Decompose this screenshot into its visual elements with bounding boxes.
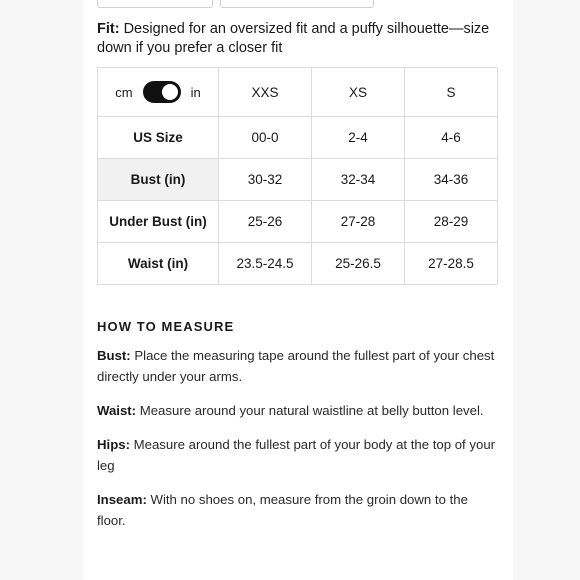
table-cell: 28-29	[405, 201, 498, 243]
size-guide-panel	[83, 0, 513, 580]
row-label-waist: Waist (in)	[98, 243, 219, 285]
measure-term: Inseam:	[97, 492, 147, 507]
table-cell: 23.5-24.5	[219, 243, 312, 285]
table-cell: 2-4	[312, 117, 405, 159]
how-to-measure-heading: HOW TO MEASURE	[97, 319, 235, 334]
measure-waist	[97, 400, 497, 421]
measure-text: Measure around your natural waistline at belly button level.	[136, 403, 484, 418]
measure-text: Place the measuring tape around the fullest part of your chest directly under your arms.	[97, 348, 495, 384]
unit-in-label[interactable]: in	[190, 84, 201, 100]
measure-text: With no shoes on, measure from the groin down to the floor.	[97, 492, 468, 528]
fit-text: Designed for an oversized fit and a puffy silhouette—size down if you prefer a closer fit	[97, 21, 490, 56]
measure-term: Hips:	[97, 437, 130, 452]
table-cell: 00-0	[219, 117, 312, 159]
size-column-xs: XS	[312, 68, 405, 117]
unit-switch-knob	[162, 84, 178, 100]
row-label-bust: Bust (in)	[98, 159, 219, 201]
measure-term: Waist:	[97, 403, 137, 418]
table-cell: 30-32	[219, 159, 312, 201]
table-cell: 34-36	[405, 159, 498, 201]
unit-switch[interactable]	[143, 81, 181, 103]
table-row	[98, 159, 498, 201]
size-column-s: S	[405, 68, 498, 117]
table-cell: 4-6	[405, 117, 498, 159]
measure-term: Bust:	[97, 348, 131, 363]
row-label-under-bust: Under Bust (in)	[98, 201, 219, 243]
table-cell: 25-26.5	[312, 243, 405, 285]
fit-label: Fit:	[97, 21, 120, 37]
table-cell: 27-28.5	[405, 243, 498, 285]
size-header-row	[98, 68, 498, 117]
how-to-measure-section	[97, 318, 497, 544]
size-column-xxs: XXS	[219, 68, 312, 117]
fit-description	[97, 20, 497, 58]
unit-cm-label[interactable]: cm	[115, 84, 133, 100]
measure-bust	[97, 345, 497, 387]
unit-toggle-cell	[98, 68, 219, 117]
table-cell: 25-26	[219, 201, 312, 243]
top-option-button-2[interactable]	[220, 0, 374, 8]
unit-toggle	[98, 81, 218, 103]
table-row	[98, 201, 498, 243]
table-cell: 27-28	[312, 201, 405, 243]
table-row	[98, 243, 498, 285]
table-row	[98, 117, 498, 159]
measure-text: Measure around the fullest part of your body at the top of your leg	[97, 437, 496, 473]
measure-inseam	[97, 489, 497, 531]
table-cell: 32-34	[312, 159, 405, 201]
top-option-button-1[interactable]	[97, 0, 213, 8]
size-chart-table	[97, 67, 498, 285]
row-label-us-size: US Size	[98, 117, 219, 159]
measure-hips	[97, 434, 497, 476]
